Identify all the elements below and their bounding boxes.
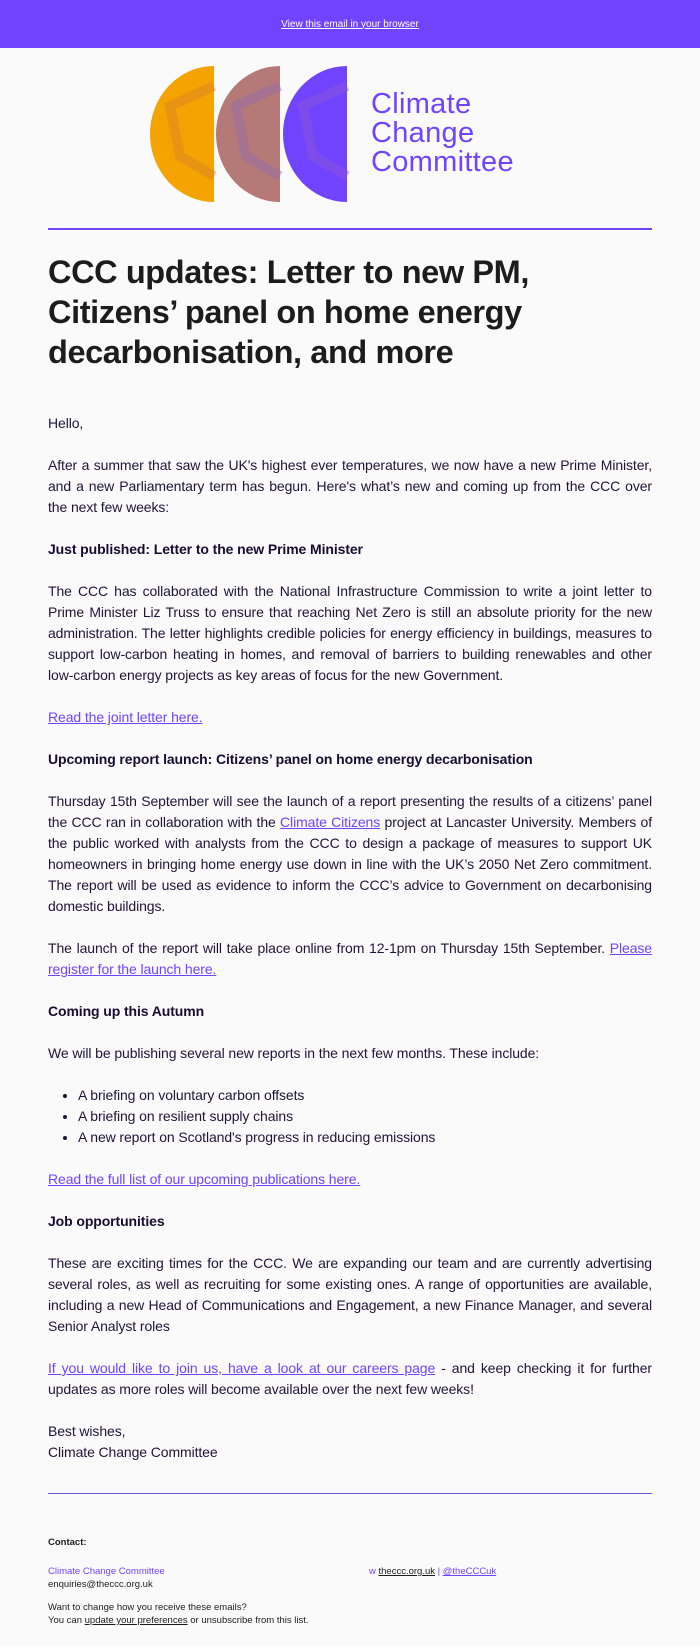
footer-org-name: Climate Change Committee [48,1566,165,1577]
unsubscribe-link[interactable]: unsubscribe from this list [201,1615,306,1626]
text: The launch of the report will take place online from 12-1pm on Thursday 15th September. [48,940,610,956]
text: You can [48,1615,85,1626]
logo-line: Change [371,117,475,149]
section-heading-letter: Just published: Letter to the new Prime Minister [48,541,363,557]
list-item: • A briefing on resilient supply chains [78,1106,652,1127]
website-link[interactable]: theccc.org.uk [378,1566,435,1577]
preferences-line [48,1614,652,1627]
upcoming-publications-link[interactable]: Read the full list of our upcoming publications here. [48,1171,361,1187]
jobs-paragraph: These are exciting times for the CCC. We are expanding our team and are currently advertising several roles, as well as recruiting for some existing ones. A range of opportunities are available, including a new Head of Communications and Engagement, a new Finance Manager, and several Senior Analyst roles [48,1255,652,1334]
climate-citizens-link[interactable]: Climate Citizens [280,814,381,830]
text: Thursday 15th September will see the launch of a report presenting the results of a citizens’ panel the CCC ran in collaboration with the [48,793,652,830]
section-heading-citizens-panel: Upcoming report launch: Citizens’ panel on home energy decarbonisation [48,751,533,767]
email-body [48,413,652,1463]
separator: | [435,1566,443,1577]
letter-paragraph: The CCC has collaborated with the National Infrastructure Commission to write a joint letter to Prime Minister Liz Truss to ensure that reaching Net Zero is still an absolute priority for the new administration. The letter highlights credible policies for energy efficiency in buildings, measures to support low-carbon heating in homes, and removal of barriers to building renewables and other low-carbon energy projects as key areas of focus for the new Government. [48,583,652,683]
ccc-logo [150,66,550,202]
logo-line: Committee [371,146,514,178]
logo-wordmark [371,90,514,177]
greeting: Hello, [48,415,84,431]
text: . [305,1615,309,1626]
logo-line: Climate [371,88,472,120]
text: - and keep checking it for further updates as more roles will become available over the next few weeks! [48,1360,652,1397]
footer [48,1536,652,1627]
autumn-paragraph: We will be publishing several new reports in the next few months. These include: [48,1045,540,1061]
section-heading-autumn: Coming up this Autumn [48,1003,205,1019]
twitter-link[interactable]: @theCCCuk [442,1566,497,1577]
careers-page-link[interactable]: If you would like to join us, have a look at our careers page [48,1360,436,1376]
citizens-panel-paragraph [48,791,652,917]
intro-paragraph: After a summer that saw the UK's highest ever temperatures, we now have a new Prime Minister, and a new Parliamentary term has begun. Here's what’s new and coming up from the CCC over the next few weeks: [48,457,652,515]
footer-email: enquiries@theccc.org.uk [48,1579,153,1590]
view-in-browser-link[interactable]: View this email in your browser [281,18,419,30]
careers-paragraph [48,1358,652,1400]
launch-paragraph [48,938,652,980]
footer-divider [48,1493,652,1494]
joint-letter-link[interactable]: Read the joint letter here. [48,709,203,725]
signoff: Best wishes, [48,1423,126,1439]
top-banner [0,0,700,48]
text: or [187,1615,202,1626]
list-item: • A new report on Scotland's progress in reducing emissions [78,1127,652,1148]
register-launch-link[interactable]: Please register for the launch here. [48,940,652,977]
logo-hemispheres-icon [150,66,360,202]
text: w [369,1566,379,1577]
email-title: CCC updates: Letter to new PM, Citizens’ panel on home energy decarbonisation, and more [48,254,529,370]
header-divider [48,228,652,230]
update-preferences-link[interactable]: update your preferences [84,1615,188,1626]
upcoming-reports-list [48,1085,652,1148]
change-question: Want to change how you receive these emails? [48,1602,247,1613]
footer-links [369,1565,496,1578]
text: project at Lancaster University. Members of the public worked with analysts from the CCC to design a package of measures to support UK homeowners in bringing home energy use down in line with the UK’s 2050 Net Zero commitment. The report will be used as evidence to inform the CCC’s advice to Government on decarbonising domestic buildings. [48,814,652,914]
signature: Climate Change Committee [48,1444,218,1460]
contact-label: Contact: [48,1537,87,1548]
section-heading-jobs: Job opportunities [48,1213,165,1229]
list-item: • A briefing on voluntary carbon offsets [78,1085,652,1106]
